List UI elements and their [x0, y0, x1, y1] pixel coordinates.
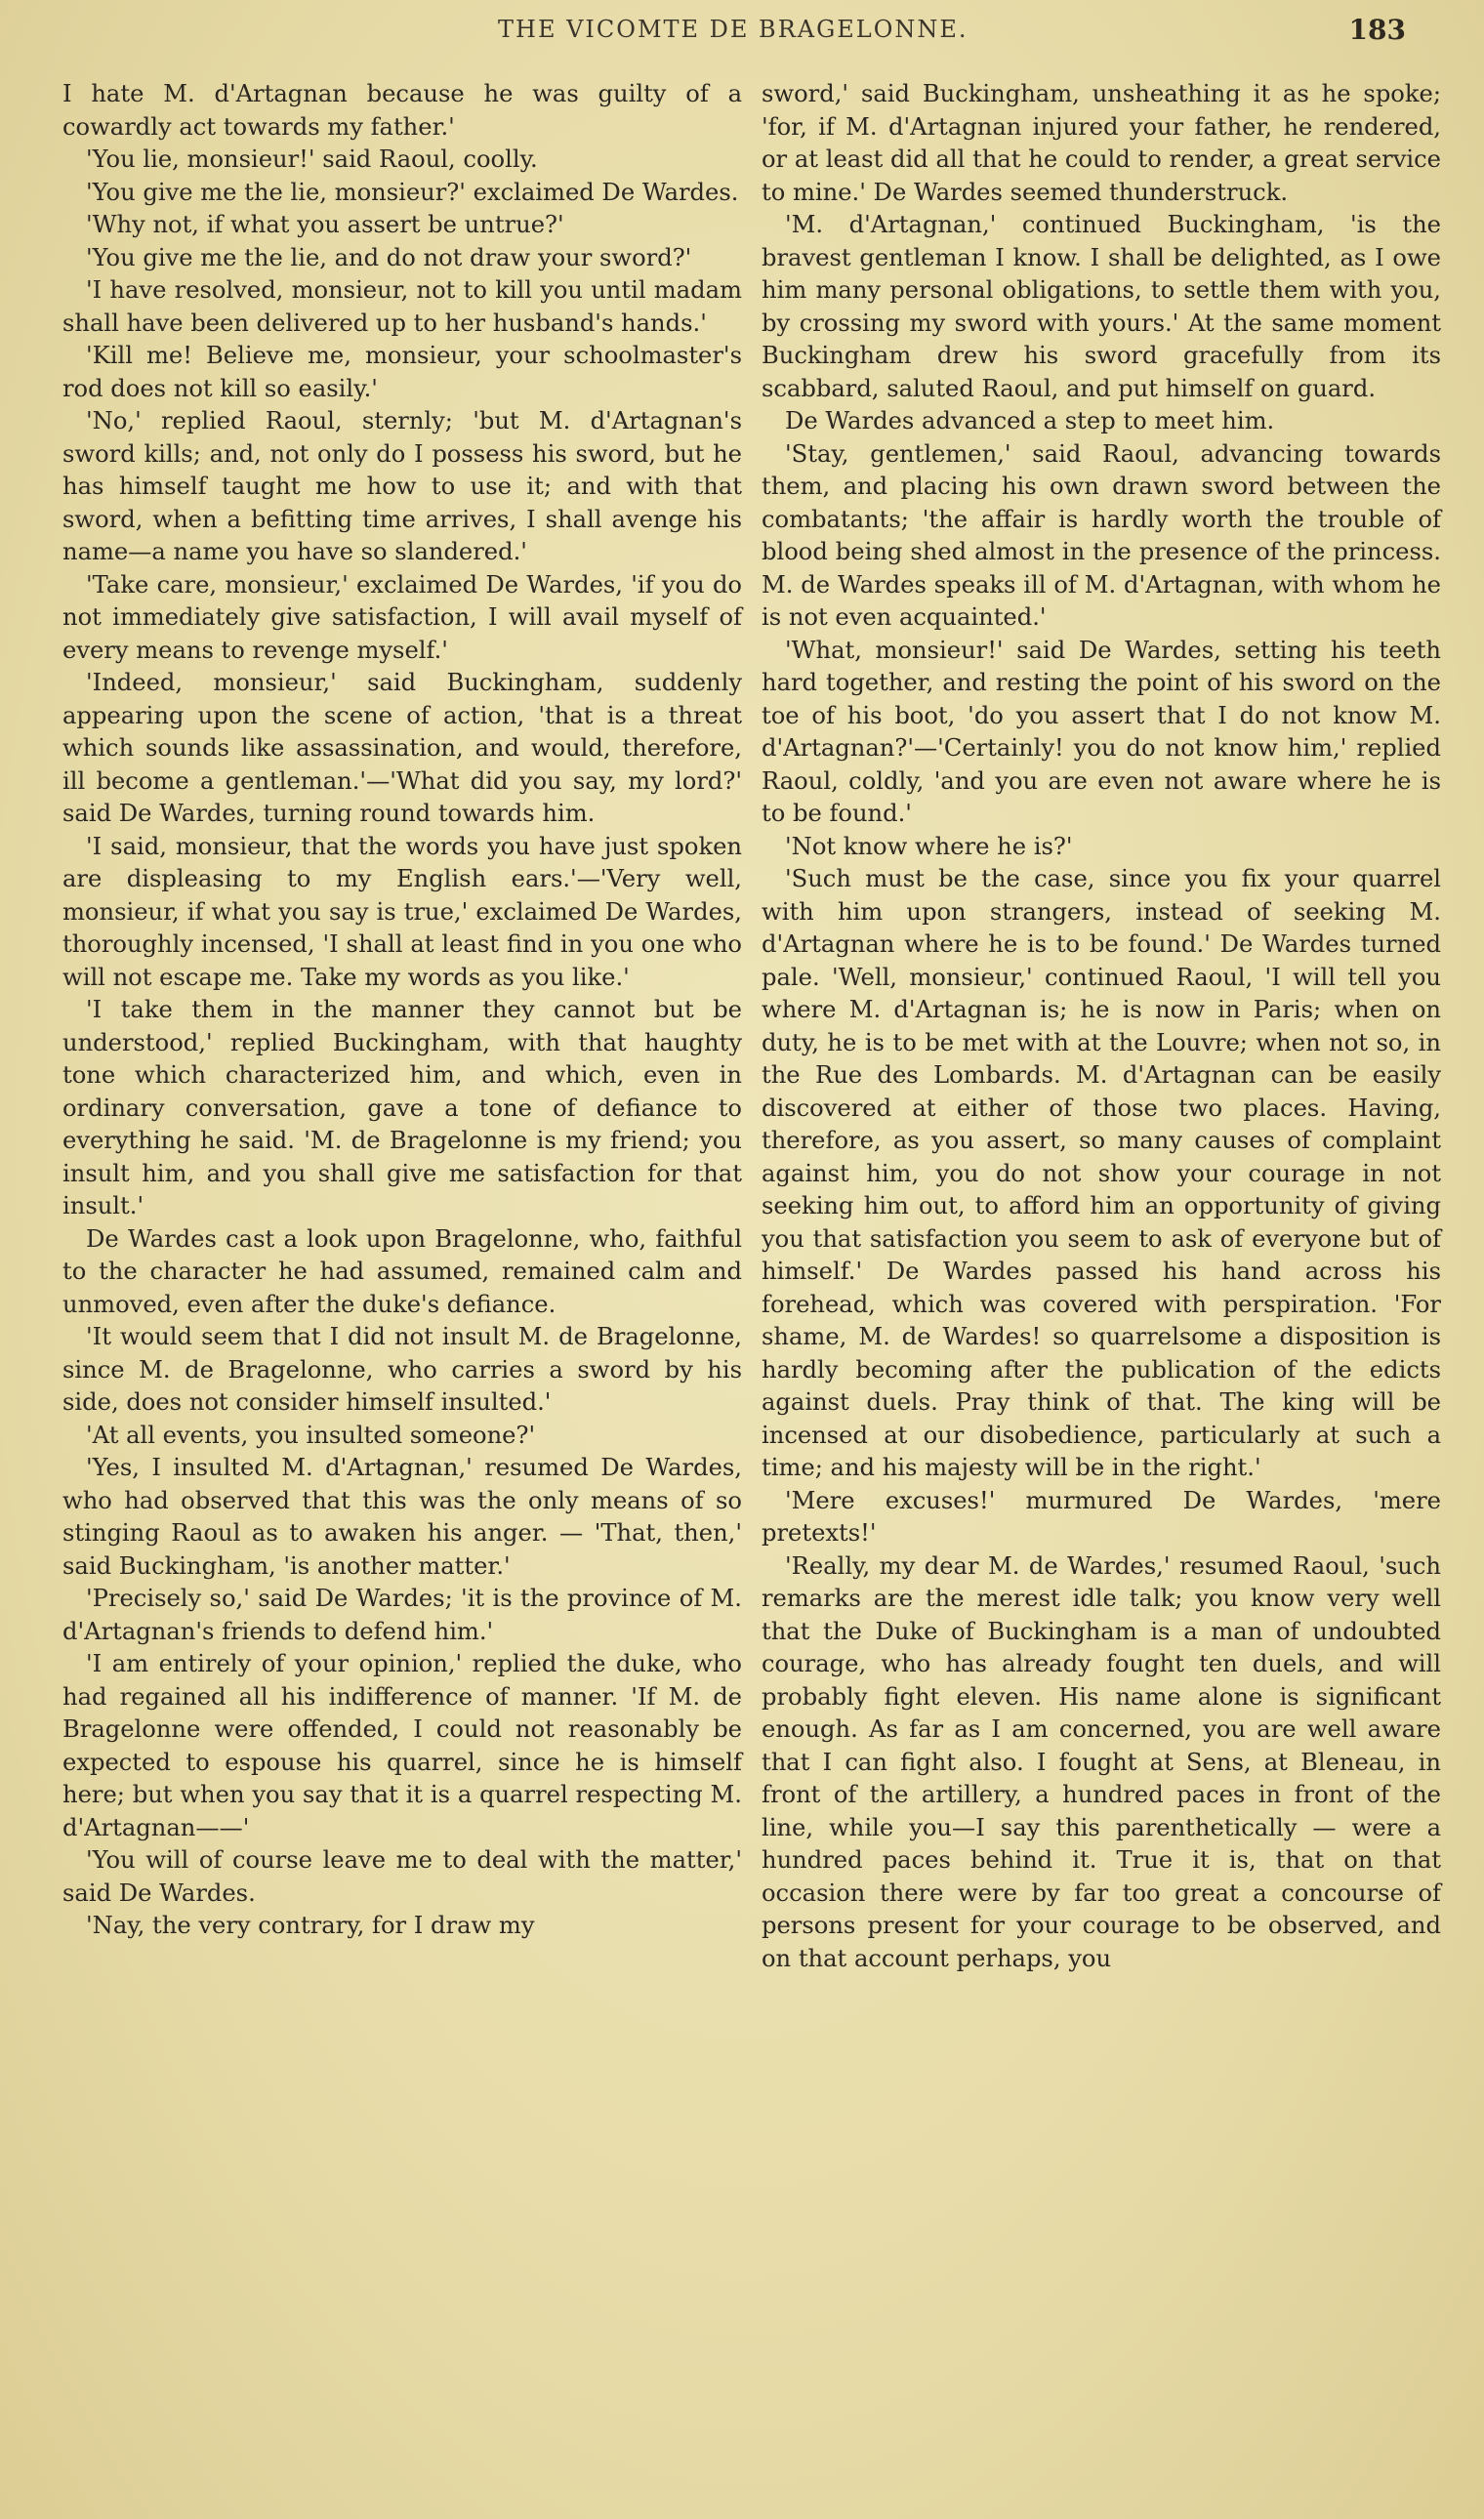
paragraph: sword,' said Buckingham, unsheathing it as he spoke; 'for, if M. d'Artagnan injured your father, he rendered, or at least did all that he could to render, a great service to mine.' De Wardes seemed thunderstruck. — [762, 80, 1441, 206]
paragraph: 'It would seem that I did not insult M. de Bragelonne, since M. de Bragelonne, who carries a sword by his side, does not consider himself insulted.' — [62, 1323, 742, 1416]
paragraph: 'At all events, you insulted someone?' — [86, 1421, 536, 1449]
paragraph: 'I am entirely of your opinion,' replied the duke, who had regained all his indifference of manner. 'If M. de Bragelonne were offended, I could not reasonably be expected to espouse his quarrel, since he is himself here; but when you say that it is a quarrel respecting M. d'Artagnan——' — [62, 1650, 742, 1841]
paragraph: I hate M. d'Artagnan because he was guilty of a cowardly act towards my father.' — [62, 80, 742, 141]
paragraph: 'I have resolved, monsieur, not to kill you until madam shall have been delivered up to her husband's hands.' — [62, 276, 742, 337]
paragraph: 'M. d'Artagnan,' continued Buckingham, 'is the bravest gentleman I know. I shall be delighted, as I owe him many personal obligations, to settle them with you, by crossing my sword with yours.' At the same moment Buckingham drew his sword gracefully from its scabbard, saluted Raoul, and put himself on guard. — [762, 211, 1441, 402]
paragraph: 'You lie, monsieur!' said Raoul, coolly. — [86, 145, 538, 173]
paragraph: 'Stay, gentlemen,' said Raoul, advancing towards them, and placing his own drawn sword between the combatants; 'the affair is hardly worth the trouble of blood being shed almost in the presence of the princess. M. de Wardes speaks ill of M. d'Artagnan, with whom he is not even acquainted.' — [762, 439, 1441, 631]
paragraph: 'I said, monsieur, that the words you have just spoken are displeasing to my English ears.'—'Very well, monsieur, if what you say is true,' exclaimed De Wardes, thoroughly incensed, 'I shall at least find in you one who will not escape me. Take my words as you like.' — [62, 832, 742, 991]
paragraph: 'You give me the lie, and do not draw your sword?' — [86, 243, 692, 271]
paragraph: 'Such must be the case, since you fix your quarrel with him upon strangers, instead of seeking M. d'Artagnan where he is to be found.' De Wardes turned pale. 'Well, monsieur,' continued Raoul, 'I will tell you where M. d'Artagnan is; he is now in Paris; when on duty, he is to be met with at the Louvre; when not so, in the Rue des Lombards. M. d'Artagnan can be easily discovered at either of those two places. Having, therefore, as you assert, so many causes of complaint against him, you do not show your courage in not seeking him out, to afford him an opportunity of giving you that satisfaction you seem to ask of everyone but of himself.' De Wardes passed his hand across his forehead, which was covered with perspiration. 'For shame, M. de Wardes! so quarrelsome a disposition is hardly becoming after the publication of the edicts against duels. Pray think of that. The king will be incensed at our disobedience, particularly at such a time; and his majesty will be in the right.' — [762, 865, 1441, 1481]
paragraph: 'Really, my dear M. de Wardes,' resumed Raoul, 'such remarks are the merest idle talk; you know very well that the Duke of Buckingham is a man of undoubted courage, who has already fought ten duels, and will probably fight eleven. His name alone is significant enough. As far as I am concerned, you are well aware that I can fight also. I fought at Sens, at Bleneau, in front of the artillery, a hundred paces in front of the line, while you—I say this parenthetically — were a hundred paces behind it. True it is, that on that occasion there were by far too great a concourse of persons present for your courage to be observed, and on that account perhaps, you — [762, 1551, 1441, 1972]
paragraph: 'Kill me! Believe me, monsieur, your schoolmaster's rod does not kill so easily.' — [62, 342, 742, 402]
paragraph: 'You will of course leave me to deal with the matter,' said De Wardes. — [62, 1846, 742, 1907]
paragraph: 'I take them in the manner they cannot but be understood,' replied Buckingham, with that haughty tone which characterized him, and which, even in ordinary conversation, gave a tone of defiance to everything he said. 'M. de Bragelonne is my friend; you insult him, and you shall give me satisfaction for that insult.' — [62, 996, 742, 1219]
paragraph: 'Indeed, monsieur,' said Buckingham, suddenly appearing upon the scene of action, 'that is a threat which sounds like assassination, and would, therefore, ill become a gentleman.'—'What did you say, my lord?' said De Wardes, turning round towards him. — [62, 669, 742, 827]
paragraph: 'Yes, I insulted M. d'Artagnan,' resumed De Wardes, who had observed that this was the only means of so stinging Raoul as to awaken his anger. — 'That, then,' said Buckingham, 'is another matter.' — [62, 1454, 742, 1580]
paragraph: 'Take care, monsieur,' exclaimed De Wardes, 'if you do not immediately give satisfaction, I will avail myself of every means to revenge myself.' — [62, 570, 742, 664]
running-title: THE VICOMTE DE BRAGELONNE. — [498, 16, 969, 43]
paragraph: 'Why not, if what you assert be untrue?' — [86, 211, 564, 238]
paragraph: 'Mere excuses!' murmured De Wardes, 'mere pretexts!' — [762, 1486, 1441, 1547]
paragraph: 'What, monsieur!' said De Wardes, setting his teeth hard together, and resting the point of his sword on the toe of his boot, 'do you assert that I do not know M. d'Artagnan?'—'Certainly! you do not know him,' replied Raoul, coldly, 'and you are even not aware where he is to be found.' — [762, 636, 1441, 827]
running-head — [0, 14, 1484, 53]
paragraph: 'Precisely so,' said De Wardes; 'it is the province of M. d'Artagnan's friends to defend him.' — [62, 1585, 742, 1645]
paragraph: 'Not know where he is?' — [785, 832, 1073, 860]
page-number: 183 — [1348, 14, 1406, 46]
paragraph: De Wardes cast a look upon Bragelonne, who, faithful to the character he had assumed, remained calm and unmoved, even after the duke's defiance. — [62, 1224, 742, 1318]
paragraph: 'Nay, the very contrary, for I draw my — [86, 1912, 535, 1939]
paragraph: De Wardes advanced a step to meet him. — [785, 407, 1275, 434]
paragraph: 'No,' replied Raoul, sternly; 'but M. d'Artagnan's sword kills; and, not only do I possess his sword, but he has himself taught me how to use it; and with that sword, when a befitting time arrives, I shall avenge his name—a name you have so slandered.' — [62, 407, 742, 565]
paragraph: 'You give me the lie, monsieur?' exclaimed De Wardes. — [86, 178, 739, 206]
left-column — [62, 78, 742, 1943]
right-column — [762, 78, 1441, 1975]
